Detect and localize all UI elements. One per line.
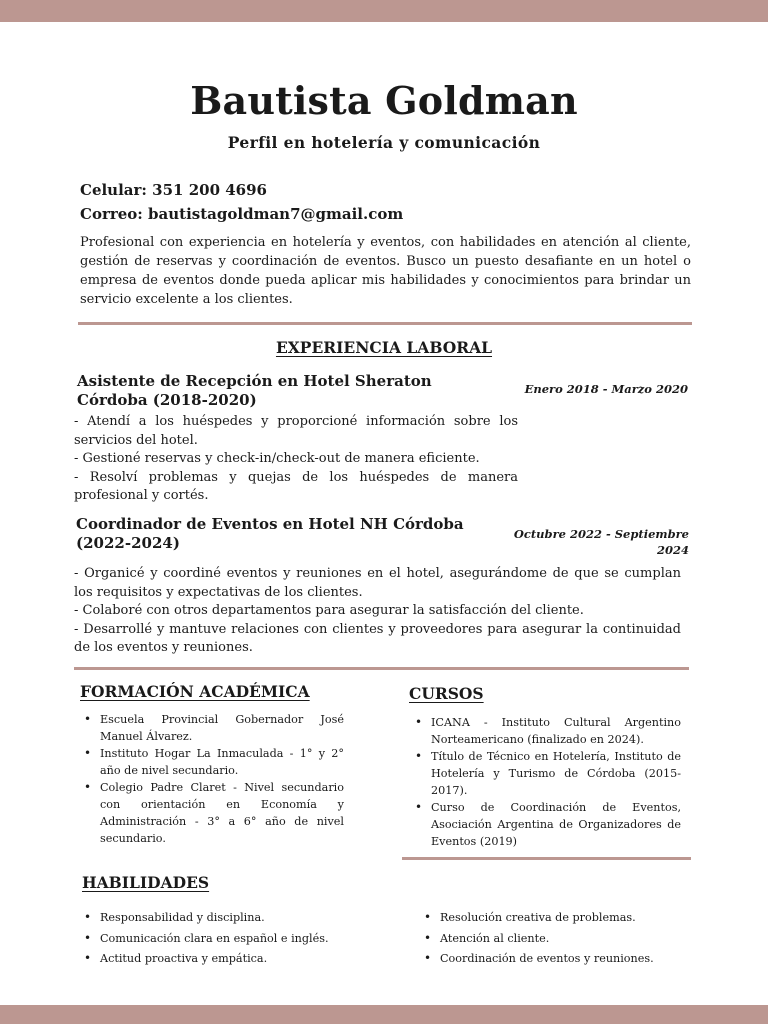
education-item: • Escuela Provincial Gobernador José Manuel Álvarez.	[82, 711, 344, 745]
courses-section-title: CURSOS	[409, 684, 484, 703]
phone-line: Celular: 351 200 4696	[80, 181, 267, 199]
skill-item: • Actitud proactiva y empática.	[82, 950, 392, 967]
candidate-name: Bautista Goldman	[190, 78, 578, 123]
profile-subtitle: Perfil en hotelería y comunicación	[227, 133, 541, 152]
job-title: Asistente de Recepción en Hotel Sheraton Córdoba (2018-2020)	[77, 372, 432, 409]
education-item: • Instituto Hogar La Inmaculada - 1° y 2° año de nivel secundario.	[82, 745, 344, 779]
skill-item: • Resolución creativa de problemas.	[422, 909, 702, 926]
education-list	[82, 711, 344, 847]
job-duty-line: - Gestioné reservas y check-in/check-out de manera eficiente.	[74, 451, 480, 466]
job-duties	[74, 413, 518, 506]
courses-list	[413, 714, 681, 850]
course-item: • ICANA - Instituto Cultural Argentino Norteamericano (finalizado en 2024).	[413, 714, 681, 748]
skill-item: • Responsabilidad y disciplina.	[82, 909, 392, 926]
section-divider	[78, 322, 692, 325]
job-dates: Octubre 2022 - Septiembre 2024	[513, 527, 689, 557]
course-item: • Curso de Coordinación de Eventos, Asociación Argentina de Organizadores de Eventos (2019)	[413, 799, 681, 850]
section-divider	[74, 667, 689, 670]
education-section-title: FORMACIÓN ACADÉMICA	[80, 682, 310, 701]
job-duties	[74, 565, 681, 658]
skills-section-title: HABILIDADES	[82, 873, 210, 892]
skill-item: • Comunicación clara en español e inglés.	[82, 930, 392, 947]
job-duty-line: - Atendí a los huéspedes y proporcioné información sobre los servicios del hotel.	[74, 414, 518, 448]
professional-summary: Profesional con experiencia en hotelería y eventos, con habilidades en atención al cliente, gestión de reservas y coordinación de eventos. Busco un puesto desafiante en un hotel o empresa de eventos donde pueda aplicar mis habilidades y conocimientos para brindar un servicio excelente a los clientes.	[80, 235, 691, 307]
job-duty-line: - Colaboré con otros departamentos para asegurar la satisfacción del cliente.	[74, 603, 584, 618]
bottom-accent-band	[0, 1005, 768, 1024]
email-line: Correo: bautistagoldman7@gmail.com	[80, 205, 404, 223]
job-duty-line: - Desarrollé y mantuve relaciones con clientes y proveedores para asegurar la continuidad de los eventos y reuniones.	[74, 621, 681, 655]
job-title: Coordinador de Eventos en Hotel NH Córdoba (2022-2024)	[76, 515, 464, 552]
job-dates: Enero 2018 - Marzo 2020	[524, 382, 688, 396]
skills-list-left	[82, 909, 392, 971]
experience-section-title: EXPERIENCIA LABORAL	[275, 338, 493, 357]
top-accent-band	[0, 0, 768, 22]
skill-item: • Coordinación de eventos y reuniones.	[422, 950, 702, 967]
skill-item: • Atención al cliente.	[422, 930, 702, 947]
job-duty-line: - Resolví problemas y quejas de los huéspedes de manera profesional y cortés.	[74, 469, 518, 503]
education-item: • Colegio Padre Claret - Nivel secundario con orientación en Economía y Administración - 3° a 6° año de nivel secundario.	[82, 779, 344, 847]
section-divider	[402, 857, 691, 860]
skills-list-right	[422, 909, 702, 971]
course-item: • Título de Técnico en Hotelería, Instituto de Hotelería y Turismo de Córdoba (2015-2017).	[413, 748, 681, 799]
job-duty-line: - Organicé y coordiné eventos y reuniones en el hotel, asegurándome de que se cumplan los requisitos y expectativas de los clientes.	[74, 566, 681, 600]
